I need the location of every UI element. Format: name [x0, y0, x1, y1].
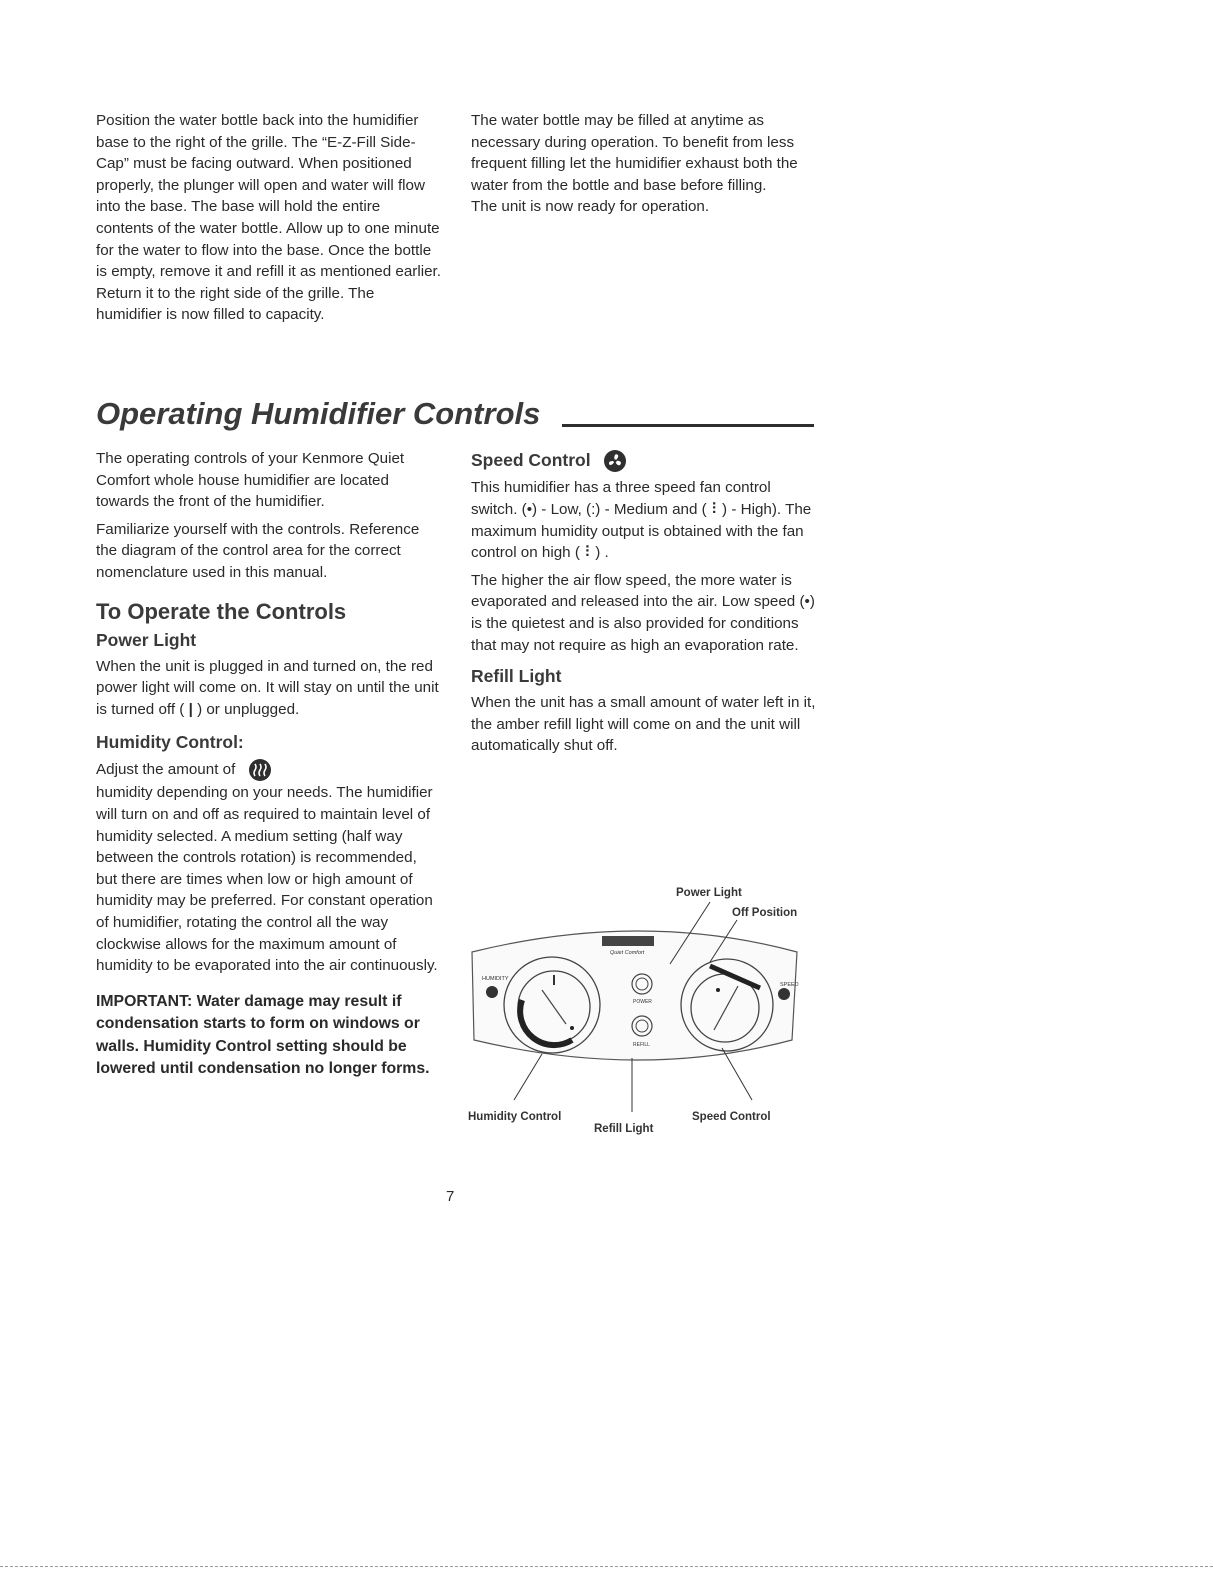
control-panel-diagram: [462, 880, 822, 1140]
speed-paragraph-2: The higher the air flow speed, the more water is evaporated and released into the air. Low speed (•) is the quietest and is also provided for conditions that may not require as high an evaporation rate.: [471, 571, 815, 654]
refill-light-heading: Refill Light: [471, 666, 562, 687]
important-warning: IMPORTANT: Water damage may result if condensation starts to form on windows or walls. Humidity Control setting should be lowered until condensation no longer forms.: [96, 992, 430, 1077]
operate-heading: To Operate the Controls: [96, 598, 347, 624]
fan-icon: [603, 449, 627, 473]
title-underline: [562, 424, 814, 427]
label-humidity-control: Humidity Control: [468, 1111, 562, 1123]
label-speed-control: Speed Control: [692, 1111, 771, 1123]
panel-speed-icon: [778, 988, 790, 1000]
label-power-light: Power Light: [676, 887, 742, 899]
scan-bottom-line: [0, 1566, 1213, 1567]
panel-speed-label: SPEED: [780, 982, 799, 988]
power-light-heading: Power Light: [96, 629, 197, 650]
off-symbol: |: [188, 700, 193, 718]
right-column: [471, 448, 821, 757]
speed-control-heading: Speed Control: [471, 448, 821, 473]
page-number: 7: [446, 1188, 455, 1205]
power-light-paragraph: When the unit is plugged in and turned on, the red power light will come on. It will stay on until the unit is turned off ( | ) or unplugged.: [96, 657, 439, 718]
refill-paragraph: When the unit has a small amount of water left in it, the amber refill light will come on and the unit will automatically shut off.: [471, 694, 816, 755]
intro-right-paragraph-1: The water bottle may be filled at anytime as necessary during operation. To benefit from less frequent filling let the humidifier exhaust both the water from the bottle and base before filling.: [471, 112, 798, 194]
intro-left-column: [96, 110, 441, 326]
intro-left-paragraph: Position the water bottle back into the humidifier base to the right of the grille. The “E-Z-Fill Side-Cap” must be facing outward. When positioned properly, the plunger will open and water will flow into the base. The base will hold the entire contents of the water bottle. Allow up to one minute for the water to flow into the base. Once the bottle is empty, remove it and refill it as mentioned earlier. Return it to the right side of the grille. The humidifier is now filled to capacity.: [96, 112, 441, 324]
intro-right-paragraph-2: The unit is now ready for operation.: [471, 198, 710, 216]
panel-humidity-label: HUMIDITY: [482, 976, 509, 982]
section-title: Operating Humidifier Controls: [96, 396, 541, 431]
humidity-control-heading: Humidity Control:: [96, 732, 244, 753]
controls-intro-paragraph: The operating controls of your Kenmore Quiet Comfort whole house humidifier are located towards the front of the humidifier.: [96, 450, 405, 511]
speed-paragraph-1: This humidifier has a three speed fan control switch. (•) - Low, (:) - Medium and ( ⠇) - High). The maximum humidity output is obtained with the fan control on high ( ⠇) .: [471, 479, 812, 562]
panel-humidity-icon: [486, 986, 498, 998]
panel-power-label: POWER: [633, 999, 652, 1005]
intro-right-column: [471, 110, 821, 218]
humidity-control-paragraph: Adjust the amount of humidity depending on your needs. The humidifier will turn on and off as required to maintain level of humidity selected. A medium setting (half way between the controls rotation) is recommended, but there are times when low or high amount of humidity may be preferred. For constant operation of humidifier, rotating the control all the way clockwise allows for the maximum amount of humidity to be evaporated into the air continuously.: [96, 758, 441, 976]
familiarize-paragraph: Familiarize yourself with the controls. Reference the diagram of the control area for the correct nomenclature used in this manual.: [96, 520, 420, 581]
label-off-position: Off Position: [732, 907, 798, 919]
brand-logo: [602, 936, 654, 946]
humidity-icon: [248, 758, 272, 782]
left-column: [96, 448, 441, 1080]
panel-brand-label: Quiet Comfort: [610, 950, 645, 956]
panel-refill-label: REFILL: [633, 1042, 650, 1048]
label-refill-light: Refill Light: [594, 1123, 654, 1135]
